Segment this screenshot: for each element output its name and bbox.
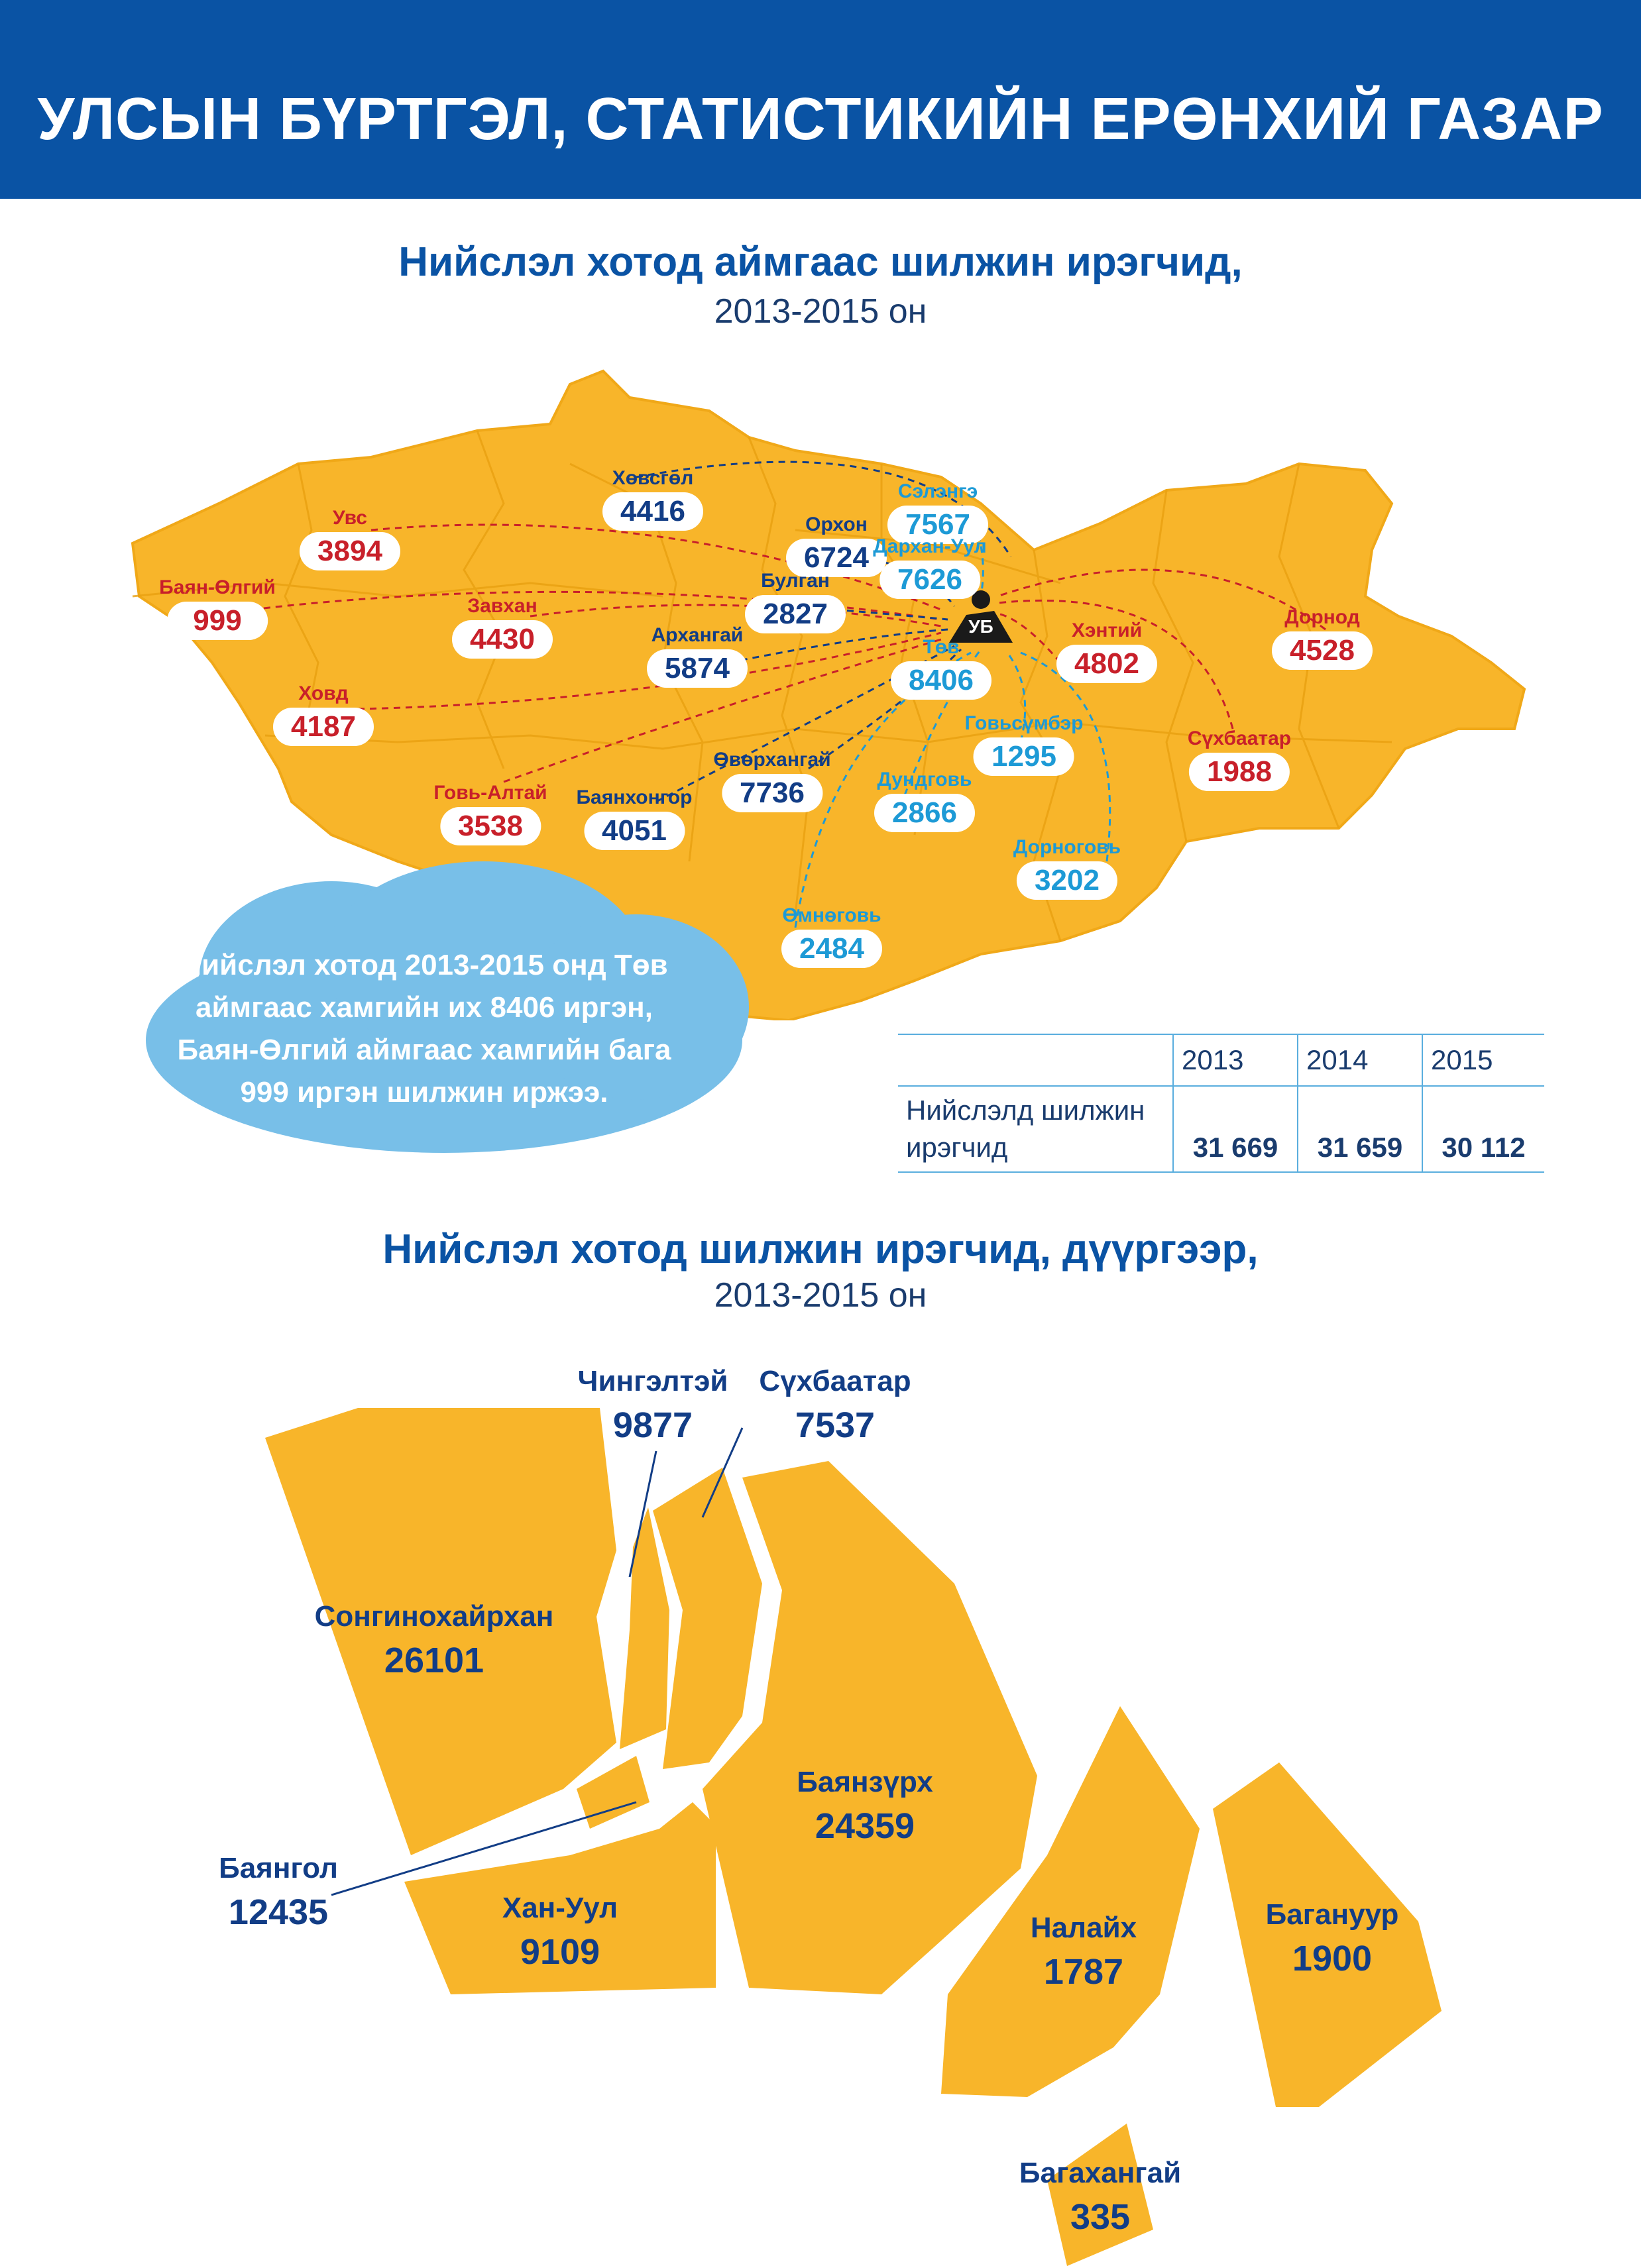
header-title: УЛСЫН БҮРТГЭЛ, СТАТИСТИКИЙН ЕРӨНХИЙ ГАЗАР	[37, 86, 1604, 152]
table-row-label: Нийслэлд шилжин ирэгчид	[898, 1086, 1173, 1172]
table-year: 2014	[1298, 1034, 1422, 1086]
table-row	[898, 1086, 1544, 1172]
aimag-khovd: Ховд 4187	[273, 682, 374, 746]
header-bar	[0, 0, 1641, 199]
district-title: Нийслэл хотод шилжин ирэгчид, дүүргээр,	[382, 1226, 1259, 1272]
table-year: 2013	[1173, 1034, 1298, 1086]
aimag-darkhan-uul: Дархан-Уул 7626	[873, 535, 986, 599]
aimag-sukhbaatar: Сүхбаатар 1988	[1188, 728, 1291, 791]
aimag-govi-altai: Говь-Алтай 3538	[433, 782, 547, 845]
table-value: 30 112	[1422, 1086, 1544, 1172]
map-subtitle: 2013-2015 он	[714, 292, 927, 331]
aimag-govisumber: Говьсүмбэр 1295	[965, 712, 1084, 776]
aimag-orkhon: Орхон 6724	[786, 513, 887, 577]
aimag-bulgan: Булган 2827	[745, 570, 846, 633]
aimag-bayan-ulgii: Баян-Өлгий 999	[159, 576, 276, 640]
aimag-umnugovi: Өмнөговь 2484	[781, 904, 882, 968]
table-corner	[898, 1034, 1173, 1086]
table-value: 31 659	[1298, 1086, 1422, 1172]
district-label-bagakhangai: Багахангай 335	[1019, 2157, 1182, 2237]
district-sukhbaatar	[653, 1468, 762, 1769]
aimag-zavkhan: Завхан 4430	[452, 595, 553, 659]
district-subtitle: 2013-2015 он	[714, 1276, 927, 1315]
aimag-uvs: Увс 3894	[300, 507, 400, 570]
aimag-khuvsgul: Хөвсгөл 4416	[602, 467, 703, 531]
district-label-nalaikh: Налайх 1787	[1030, 1912, 1137, 1992]
aimag-dornod: Дорнод 4528	[1272, 606, 1373, 670]
district-bayanzurkh	[703, 1461, 1037, 1994]
district-label-khan-uul: Хан-Уул 9109	[502, 1892, 618, 1972]
aimag-bayankhongor: Баянхонгор 4051	[576, 786, 692, 850]
table-header-row	[898, 1034, 1544, 1086]
map-title: Нийслэл хотод аймгаас шилжин ирэгчид,	[398, 239, 1243, 285]
aimag-selenge: Сэлэнгэ 7567	[887, 480, 988, 544]
district-label-sukhbaatar: Сүхбаатар 7537	[759, 1365, 911, 1445]
aimag-arkhangai: Архангай 5874	[647, 624, 748, 688]
aimag-uvurkhangai: Өвөрхангай 7736	[713, 749, 830, 812]
cloud-text: Нийслэл хотод 2013-2015 онд Төв аймгаас хамгийн их 8406 иргэн, Баян-Өлгий аймгаас хамгийн бага 999 иргэн шилжин иржээ.	[177, 949, 671, 1108]
aimag-khentii: Хэнтий 4802	[1056, 620, 1157, 683]
aimag-dornogovi: Дорноговь 3202	[1013, 836, 1121, 900]
district-chingeltei	[620, 1507, 669, 1749]
district-label-chingeltei: Чингэлтэй 9877	[577, 1365, 728, 1445]
aimag-tuv: Төв 8406	[891, 636, 991, 700]
district-label-songinokhairkhan: Сонгинохайрхан 26101	[314, 1600, 554, 1680]
capital-label: УБ	[968, 616, 993, 637]
table-year: 2015	[1422, 1034, 1544, 1086]
district-label-baganuur: Багануур 1900	[1265, 1898, 1399, 1978]
district-label-bayangol: Баянгол 12435	[219, 1852, 338, 1932]
district-label-bayanzurkh: Баянзүрх 24359	[797, 1766, 933, 1846]
table-value: 31 669	[1173, 1086, 1298, 1172]
migration-table	[898, 1034, 1544, 1173]
aimag-dundgovi: Дундговь 2866	[874, 769, 975, 832]
